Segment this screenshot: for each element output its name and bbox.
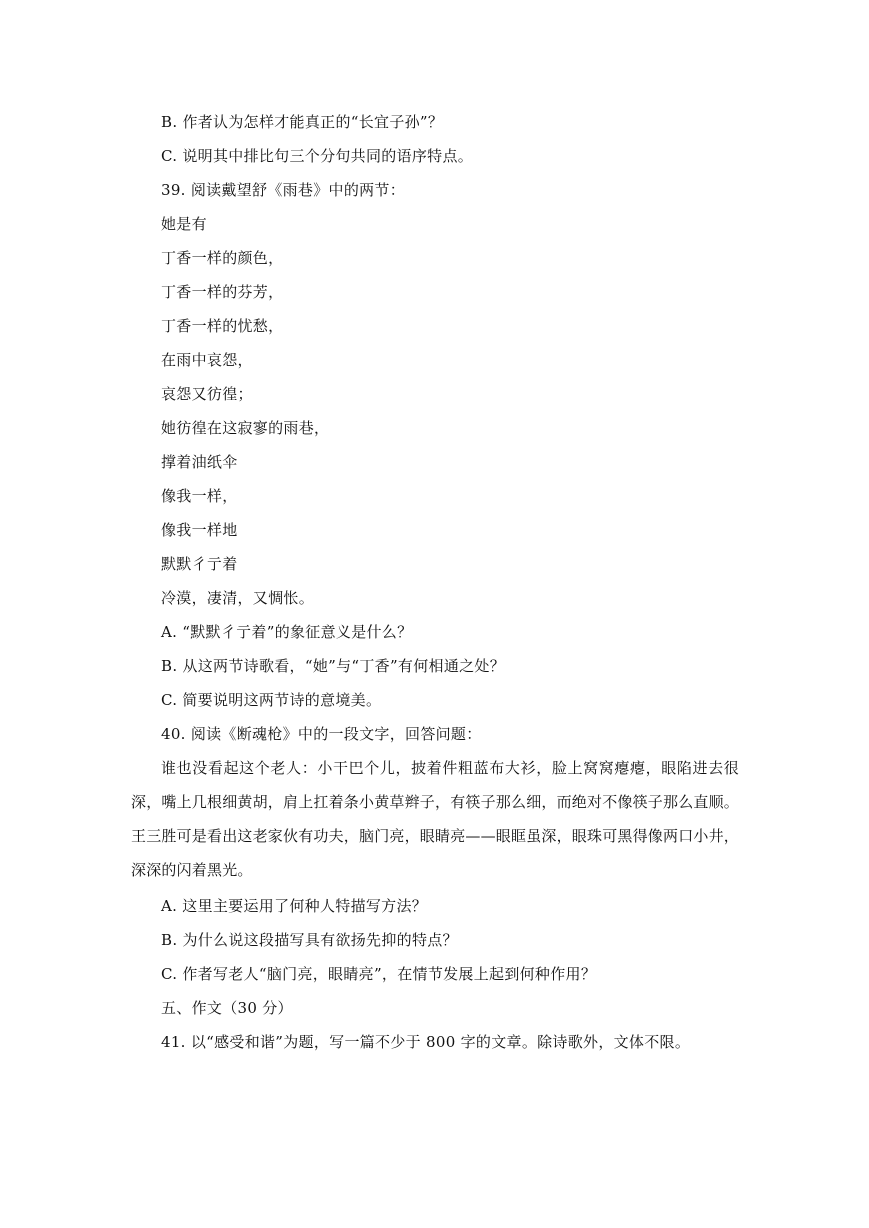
poem-line: 撑着油纸伞 <box>161 453 238 471</box>
poem-line: 她是有 <box>161 215 207 233</box>
poem-line: 在雨中哀怨， <box>161 351 253 369</box>
question-39-option-b: B. 从这两节诗歌看，“她”与“丁香”有何相通之处？ <box>161 657 506 675</box>
poem-line: 哀怨又彷徨； <box>161 385 253 403</box>
question-38-option-c: C. 说明其中排比句三个分句共同的语序特点。 <box>161 147 474 165</box>
question-40-heading: 40. 阅读《断魂枪》中的一段文字，回答问题： <box>161 725 482 743</box>
poem-line: 像我一样， <box>161 487 238 505</box>
section-5-heading: 五、作文（30 分） <box>161 999 293 1017</box>
question-38-option-b: B. 作者认为怎样才能真正的“长宜子孙”？ <box>161 113 444 131</box>
poem-line: 丁香一样的芬芳， <box>161 283 284 301</box>
question-41-prompt: 41. 以“感受和谐”为题，写一篇不少于 800 字的文章。除诗歌外，文体不限。 <box>161 1033 691 1051</box>
poem-line: 默默彳亍着 <box>161 555 238 573</box>
question-40-option-c: C. 作者写老人“脑门亮，眼睛亮”，在情节发展上起到何种作用？ <box>161 965 597 983</box>
question-39-option-c: C. 简要说明这两节诗的意境美。 <box>161 691 382 709</box>
poem-line: 冷漠，凄清，又惆怅。 <box>161 589 315 607</box>
poem-line: 像我一样地 <box>161 521 238 539</box>
passage-paragraph: 谁也没看起这个老人：小干巴个儿，披着件粗蓝布大衫，脸上窝窝瘪瘪，眼陷进去很深，嘴上几根细黄胡，肩上扛着条小黄草辫子，有筷子那么细，而绝对不像筷子那么直顺。王三胜可是看出这老家伙有功夫，脑门亮，眼睛亮——眼眶虽深，眼珠可黑得像两口小井，深深的闪着黑光。 <box>131 759 740 879</box>
question-40-option-b: B. 为什么说这段描写具有欲扬先抑的特点？ <box>161 931 458 949</box>
poem-line: 丁香一样的忧愁， <box>161 317 284 335</box>
poem-line: 她彷徨在这寂寥的雨巷， <box>161 419 330 437</box>
question-40-option-a: A. 这里主要运用了何种人特描写方法？ <box>161 897 428 915</box>
poem-line: 丁香一样的颜色， <box>161 249 284 267</box>
question-39-heading: 39. 阅读戴望舒《雨巷》中的两节： <box>161 181 406 199</box>
question-39-option-a: A. “默默彳亍着”的象征意义是什么？ <box>161 623 413 641</box>
